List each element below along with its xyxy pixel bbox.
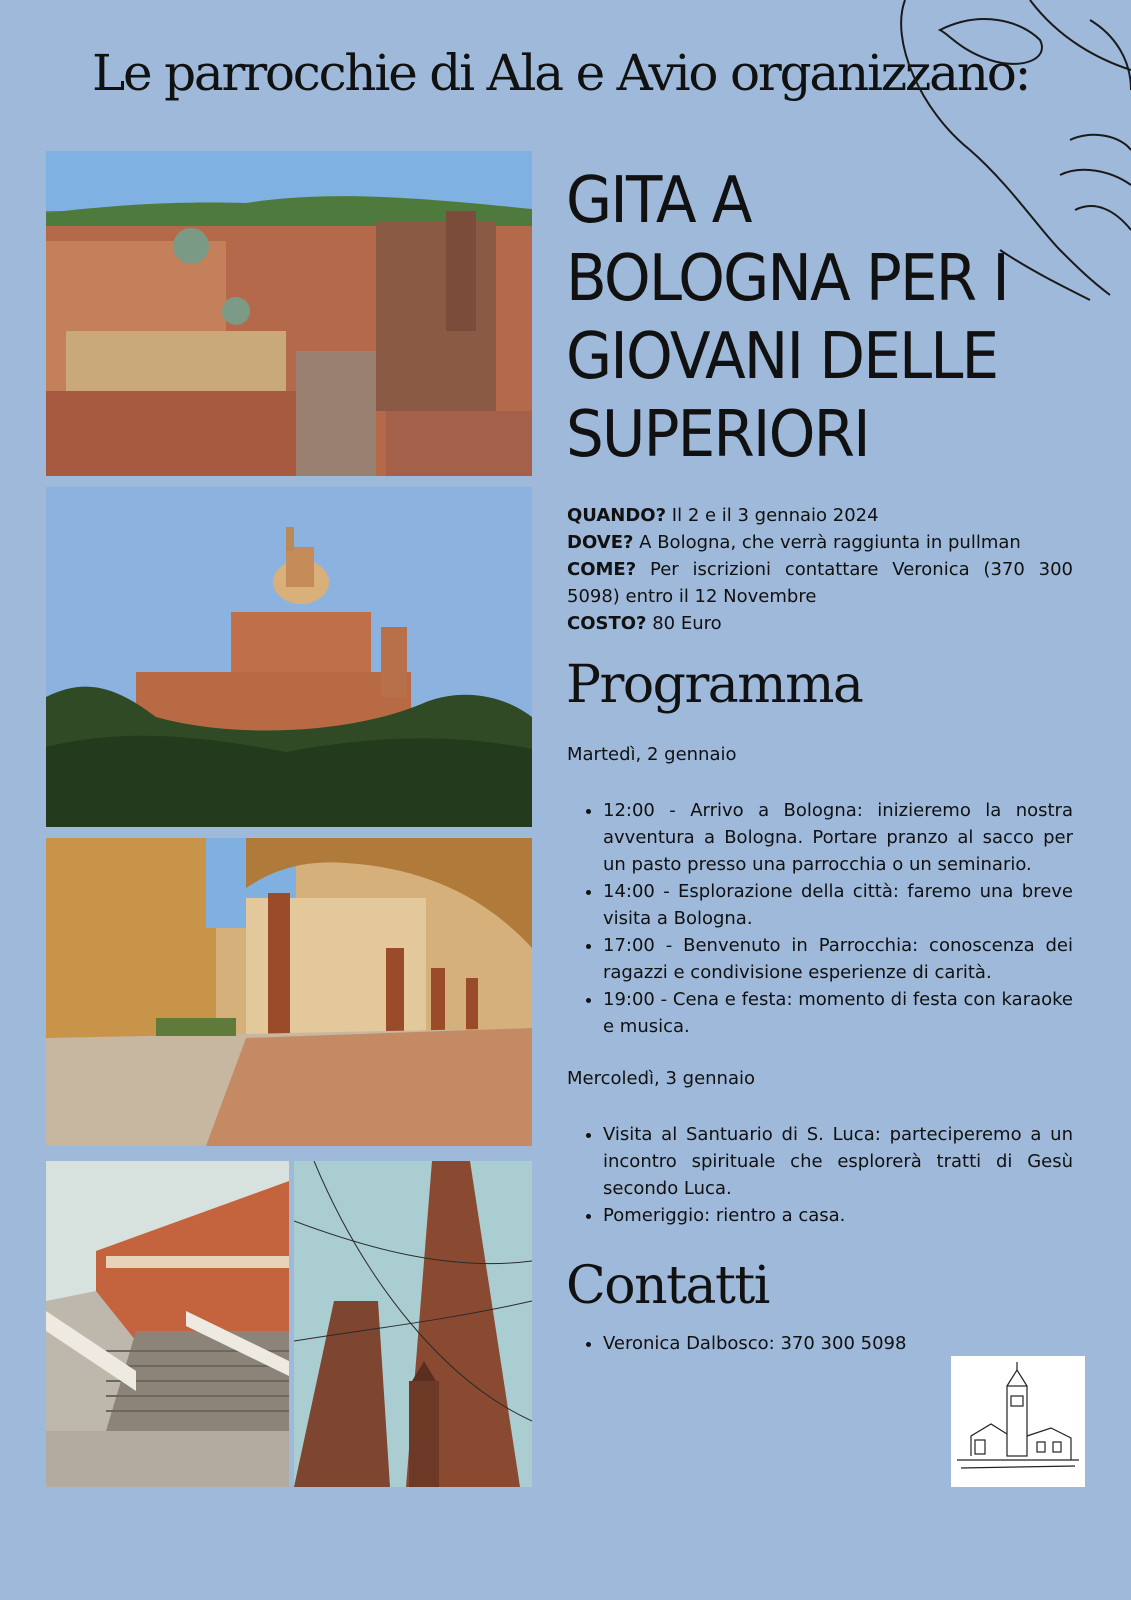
bologna-porticoes-photo xyxy=(46,838,532,1146)
schedule-item: • Pomeriggio: rientro a casa. xyxy=(603,1202,1073,1229)
page-headline: Le parrocchie di Ala e Avio organizzano: xyxy=(92,44,1030,102)
dove-value: A Bologna, che verrà raggiunta in pullman xyxy=(639,532,1021,553)
info-dove xyxy=(567,529,1073,556)
programma-heading: Programma xyxy=(566,655,863,715)
schedule-item: • 17:00 - Benvenuto in Parrocchia: conoscenza dei ragazzi e condivisione esperienze di carità. xyxy=(603,932,1073,986)
event-info xyxy=(567,502,1073,637)
costo-label: COSTO? xyxy=(567,613,647,634)
event-title xyxy=(566,162,1050,474)
bologna-panorama-photo xyxy=(46,151,532,476)
san-luca-sanctuary-photo xyxy=(46,487,532,827)
costo-value: 80 Euro xyxy=(652,613,722,634)
bologna-staircase-photo xyxy=(46,1161,289,1487)
title-line-3: GIOVANI DELLE xyxy=(566,320,998,394)
quando-value: Il 2 e il 3 gennaio 2024 xyxy=(671,505,879,526)
come-value: Per iscrizioni contattare Veronica (370 300 5098) entro il 12 Novembre xyxy=(567,559,1073,607)
contact-list xyxy=(567,1330,1073,1357)
title-line-4: SUPERIORI xyxy=(566,398,869,472)
contatti-heading: Contatti xyxy=(566,1256,769,1316)
church-sketch-logo xyxy=(951,1356,1085,1487)
schedule-item: • 12:00 - Arrivo a Bologna: inizieremo la nostra avventura a Bologna. Portare pranzo al sacco per un pasto presso una parrocchia o un seminario. xyxy=(603,797,1073,878)
day-2-label: Mercoledì, 3 gennaio xyxy=(567,1068,755,1089)
day-1-label: Martedì, 2 gennaio xyxy=(567,744,737,765)
title-line-1: GITA A xyxy=(566,164,751,238)
info-come xyxy=(567,556,1073,610)
info-costo xyxy=(567,610,1073,637)
come-label: COME? xyxy=(567,559,637,580)
day-2-schedule xyxy=(567,1121,1073,1229)
dove-label: DOVE? xyxy=(567,532,634,553)
contact-item: • Veronica Dalbosco: 370 300 5098 xyxy=(603,1330,1073,1357)
schedule-item: • 14:00 - Esplorazione della città: faremo una breve visita a Bologna. xyxy=(603,878,1073,932)
info-quando xyxy=(567,502,1073,529)
schedule-item: • Visita al Santuario di S. Luca: parteciperemo a un incontro spirituale che esplorerà tratti di Gesù secondo Luca. xyxy=(603,1121,1073,1202)
day-1-schedule xyxy=(567,797,1073,1040)
title-line-2: BOLOGNA PER I xyxy=(566,242,1008,316)
two-towers-photo xyxy=(294,1161,532,1487)
schedule-item: • 19:00 - Cena e festa: momento di festa con karaoke e musica. xyxy=(603,986,1073,1040)
quando-label: QUANDO? xyxy=(567,505,667,526)
